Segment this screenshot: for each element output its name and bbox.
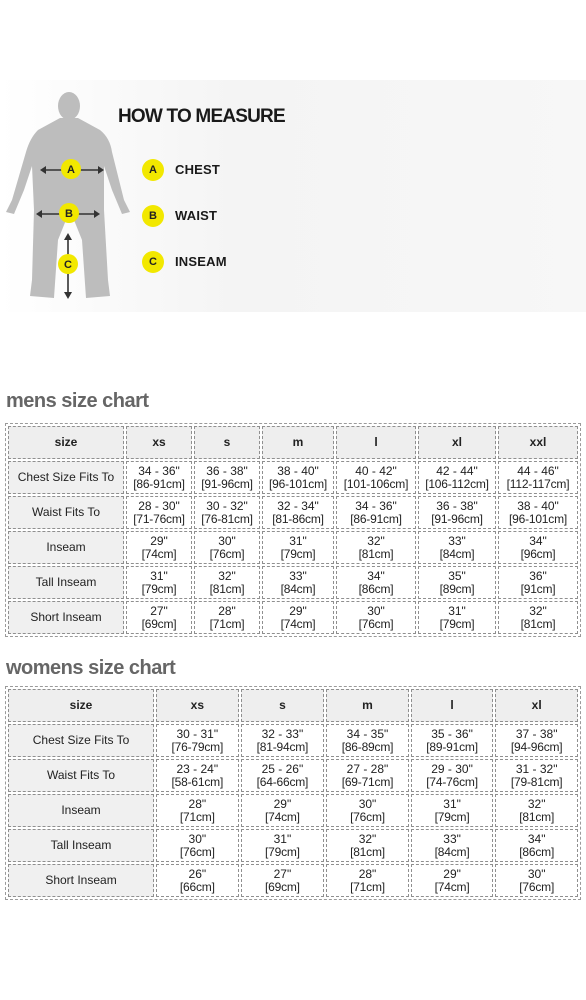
cell-cm: [76cm] [179,844,215,859]
cell-cm: [74cm] [434,879,470,894]
row-label: Short Inseam [8,601,124,634]
cell-inches: 32" [527,796,546,811]
cell-inches: 29" [273,796,292,811]
table-cell [326,794,409,827]
svg-text:A: A [67,164,75,176]
table-cell [418,496,496,529]
table-cell [156,864,239,897]
table-cell [326,759,409,792]
table-cell [498,531,578,564]
header-size-m: m [326,689,409,722]
table-cell [418,461,496,494]
cell-cm: [74-76cm] [426,774,478,789]
cell-inches: 36 - 38" [206,463,248,478]
header-size-s: s [241,689,325,722]
cell-cm: [101-106cm] [343,476,409,491]
table-cell [126,601,192,634]
row-label: Tall Inseam [8,566,124,599]
cell-inches: 31" [443,796,461,811]
table-cell [241,794,325,827]
cell-inches: 32" [529,603,547,618]
table-cell [336,566,416,599]
cell-inches: 32" [358,831,377,846]
table-cell [241,864,325,897]
cell-cm: [76cm] [350,809,385,824]
row-label: Waist Fits To [8,759,154,792]
cell-cm: [71cm] [209,616,245,631]
cell-cm: [79cm] [141,581,177,596]
cell-cm: [91-96cm] [431,511,483,526]
cell-cm: [74cm] [141,546,177,561]
table-cell [411,829,494,862]
table-cell [336,531,416,564]
cell-inches: 28" [218,603,236,618]
cell-cm: [106-112cm] [425,476,489,491]
table-cell [495,724,578,757]
cell-inches: 35" [448,568,466,583]
table-cell [241,759,325,792]
cell-inches: 35 - 36" [431,726,473,741]
table-cell [411,759,494,792]
cell-inches: 27 - 28" [346,761,389,776]
cell-cm: [84cm] [439,546,475,561]
cell-cm: [81cm] [209,581,245,596]
cell-inches: 31" [273,831,292,846]
cell-cm: [71-76cm] [133,511,185,526]
legend-label-inseam: INSEAM [175,254,227,269]
table-row [8,496,578,529]
row-label: Inseam [8,794,154,827]
table-cell [126,496,192,529]
svg-text:C: C [64,259,72,271]
cell-cm: [86cm] [519,844,555,859]
cell-inches: 34" [367,568,385,583]
row-label: Waist Fits To [8,496,124,529]
cell-inches: 25 - 26" [261,761,304,776]
badge-b: B [142,205,164,227]
table-cell [156,829,239,862]
row-label: Tall Inseam [8,829,154,862]
cell-cm: [69-71cm] [341,774,394,789]
cell-inches: 38 - 40" [517,498,559,513]
cell-inches: 31 - 32" [515,761,558,776]
cell-cm: [96-101cm] [268,476,328,491]
table-row [8,759,578,792]
cell-cm: [74cm] [265,809,300,824]
cell-cm: [86-91cm] [350,511,402,526]
header-size-xs: xs [126,426,192,459]
table-row [8,724,578,757]
body-silhouette-figure [4,90,132,306]
cell-inches: 30 - 31" [176,726,219,741]
cell-cm: [86cm] [358,581,394,596]
table-cell [498,566,578,599]
mens-size-chart-title: mens size chart [6,390,149,412]
header-size-xl: xl [418,426,496,459]
cell-inches: 34" [527,831,546,846]
table-cell [498,496,578,529]
cell-inches: 31" [448,603,466,618]
cell-inches: 34 - 36" [355,498,397,513]
row-label: Inseam [8,531,124,564]
table-cell [326,864,409,897]
row-label: Chest Size Fits To [8,461,124,494]
cell-cm: [69cm] [265,879,300,894]
cell-inches: 37 - 38" [515,726,558,741]
cell-inches: 29" [150,533,168,548]
cell-inches: 32" [367,533,385,548]
table-row [8,864,578,897]
mens-size-table [5,423,581,637]
badge-c: C [142,251,164,273]
cell-inches: 40 - 42" [355,463,397,478]
table-cell [411,794,494,827]
header-size-label: size [8,689,154,722]
cell-cm: [79cm] [280,546,316,561]
table-cell [262,496,334,529]
cell-cm: [84cm] [434,844,470,859]
cell-cm: [81cm] [358,546,394,561]
cell-cm: [74cm] [280,616,316,631]
cell-cm: [96-101cm] [508,511,568,526]
cell-cm: [76-79cm] [171,739,224,754]
cell-cm: [81cm] [519,809,555,824]
cell-inches: 44 - 46" [517,463,559,478]
table-cell [194,461,260,494]
table-cell [262,461,334,494]
table-cell [194,601,260,634]
table-cell [262,601,334,634]
table-cell [194,531,260,564]
table-row [8,794,578,827]
cell-inches: 36 - 38" [436,498,478,513]
cell-cm: [76cm] [358,616,394,631]
cell-cm: [79cm] [434,809,470,824]
cell-cm: [64-66cm] [256,774,309,789]
cell-cm: [84cm] [280,581,316,596]
header-size-l: l [411,689,494,722]
table-header-row [8,689,578,722]
cell-cm: [69cm] [141,616,177,631]
row-label: Chest Size Fits To [8,724,154,757]
row-label: Short Inseam [8,864,154,897]
cell-cm: [71cm] [350,879,385,894]
table-row [8,829,578,862]
cell-cm: [81-94cm] [256,739,309,754]
header-size-xl: xl [495,689,578,722]
table-cell [241,829,325,862]
cell-cm: [71cm] [179,809,215,824]
table-cell [498,601,578,634]
cell-inches: 31" [150,568,168,583]
cell-inches: 30" [527,866,546,881]
header-size-label: size [8,426,124,459]
cell-cm: [81cm] [520,616,556,631]
cell-cm: [58-61cm] [171,774,224,789]
table-cell [418,566,496,599]
table-cell [336,461,416,494]
table-row [8,601,578,634]
figure-marker-c [58,254,78,274]
header-size-m: m [262,426,334,459]
cell-cm: [76cm] [519,879,555,894]
womens-size-table [5,686,581,900]
womens-size-chart-title: womens size chart [6,657,176,679]
table-cell [418,601,496,634]
cell-cm: [86-89cm] [341,739,394,754]
cell-inches: 32 - 33" [261,726,304,741]
cell-cm: [81cm] [350,844,385,859]
table-cell [336,601,416,634]
table-cell [498,461,578,494]
cell-inches: 29 - 30" [431,761,473,776]
cell-inches: 30" [218,533,236,548]
cell-cm: [91cm] [520,581,556,596]
badge-a: A [142,159,164,181]
table-row [8,531,578,564]
cell-cm: [112-117cm] [506,476,570,491]
cell-inches: 30" [358,796,377,811]
cell-cm: [79-81cm] [510,774,563,789]
table-cell [194,496,260,529]
header-size-l: l [336,426,416,459]
table-cell [126,531,192,564]
cell-inches: 28" [188,796,207,811]
table-cell [156,724,239,757]
cell-cm: [94-96cm] [510,739,563,754]
table-row [8,566,578,599]
cell-inches: 27" [273,866,292,881]
cell-inches: 31" [289,533,307,548]
table-row [8,461,578,494]
cell-inches: 28" [358,866,377,881]
table-cell [241,724,325,757]
table-cell [194,566,260,599]
cell-inches: 42 - 44" [436,463,478,478]
table-cell [326,724,409,757]
table-cell [495,829,578,862]
table-cell [495,864,578,897]
cell-cm: [86-91cm] [133,476,185,491]
cell-inches: 30" [367,603,385,618]
cell-inches: 38 - 40" [277,463,319,478]
table-cell [418,531,496,564]
how-to-measure-title: HOW TO MEASURE [118,106,285,127]
figure-marker-a [61,159,81,179]
cell-cm: [76cm] [209,546,245,561]
legend-label-waist: WAIST [175,208,218,223]
cell-cm: [89-91cm] [426,739,478,754]
cell-inches: 26" [188,866,207,881]
cell-cm: [81-86cm] [272,511,324,526]
legend-label-chest: CHEST [175,162,221,177]
cell-inches: 34 - 36" [138,463,180,478]
cell-inches: 36" [529,568,547,583]
cell-cm: [96cm] [520,546,556,561]
table-cell [326,829,409,862]
cell-cm: [79cm] [265,844,300,859]
figure-marker-b [59,203,79,223]
cell-cm: [79cm] [439,616,475,631]
cell-inches: 30" [188,831,207,846]
cell-inches: 34" [529,533,547,548]
header-size-xs: xs [156,689,239,722]
cell-inches: 29" [443,866,461,881]
table-cell [411,864,494,897]
cell-inches: 28 - 30" [138,498,180,513]
table-cell [156,794,239,827]
cell-cm: [91-96cm] [201,476,253,491]
table-cell [126,566,192,599]
cell-cm: [76-81cm] [201,511,253,526]
table-cell [262,566,334,599]
table-cell [262,531,334,564]
table-cell [336,496,416,529]
table-cell [495,794,578,827]
header-size-xxl: xxl [498,426,578,459]
table-cell [126,461,192,494]
cell-inches: 30 - 32" [206,498,248,513]
table-cell [495,759,578,792]
cell-cm: [89cm] [439,581,475,596]
cell-inches: 33" [448,533,466,548]
table-header-row [8,426,578,459]
cell-inches: 33" [443,831,461,846]
table-cell [411,724,494,757]
cell-inches: 32 - 34" [277,498,319,513]
cell-inches: 27" [150,603,168,618]
cell-inches: 23 - 24" [176,761,219,776]
header-size-s: s [194,426,260,459]
cell-inches: 32" [218,568,236,583]
how-to-measure-panel [0,80,586,312]
cell-inches: 33" [289,568,307,583]
cell-cm: [66cm] [179,879,215,894]
table-cell [156,759,239,792]
cell-inches: 34 - 35" [346,726,389,741]
cell-inches: 29" [289,603,307,618]
svg-text:B: B [65,208,73,220]
